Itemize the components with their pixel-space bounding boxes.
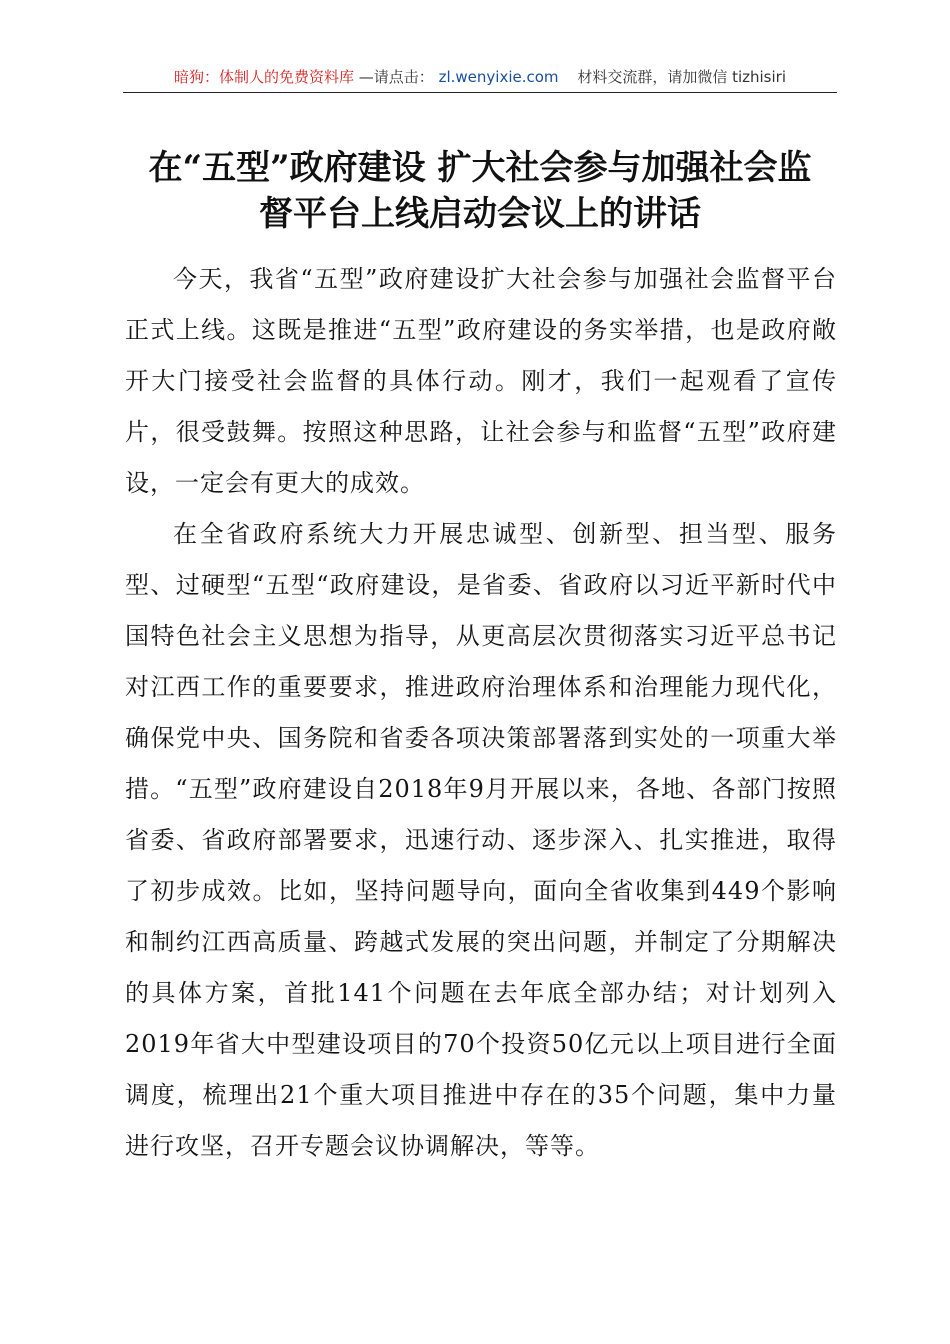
document-title <box>123 145 837 237</box>
document-body <box>125 254 837 1172</box>
paragraph-2: 在全省政府系统大力开展忠诚型、创新型、担当型、服务型、过硬型“五型“政府建设，是省委、省政府以习近平新时代中国特色社会主义思想为指导，从更高层次贯彻落实习近平总书记对江西工作的重要要求，推进政府治理体系和治理能力现代化，确保党中央、国务院和省委各项决策部署落到实处的一项重大举措。“五型”政府建设自2018年9月开展以来，各地、各部门按照省委、省政府部署要求，迅速行动、逐步深入、扎实推进，取得了初步成效。比如，坚持问题导向，面向全省收集到449个影响和制约江西高质量、跨越式发展的突出问题，并制定了分期解决的具体方案，首批141个问题在去年底全部办结；对计划列入2019年省大中型建设项目的70个投资50亿元以上项目进行全面调度，梳理出21个重大项目推进中存在的35个问题，集中力量进行攻坚，召开专题会议协调解决，等等。 <box>125 520 837 1160</box>
title-line-2: 督平台上线启动会议上的讲话 <box>259 194 701 234</box>
header-brand: 暗狗：体制人的免费资料库 <box>174 68 355 86</box>
header-prompt: —请点击： <box>358 68 434 86</box>
header-url-link[interactable]: zl.wenyixie.com <box>438 68 559 86</box>
page-header <box>123 62 837 93</box>
paragraph-1: 今天，我省“五型”政府建设扩大社会参与加强社会监督平台正式上线。这既是推进“五型”政府建设的务实举措，也是政府敞开大门接受社会监督的具体行动。刚才，我们一起观看了宣传片，很受鼓舞。按照这种思路，让社会参与和监督“五型”政府建设，一定会有更大的成效。 <box>125 265 837 497</box>
header-wechat: 材料交流群，请加微信 tizhisiri <box>577 68 786 86</box>
title-line-1: 在“五型”政府建设 扩大社会参与加强社会监 <box>148 148 812 188</box>
